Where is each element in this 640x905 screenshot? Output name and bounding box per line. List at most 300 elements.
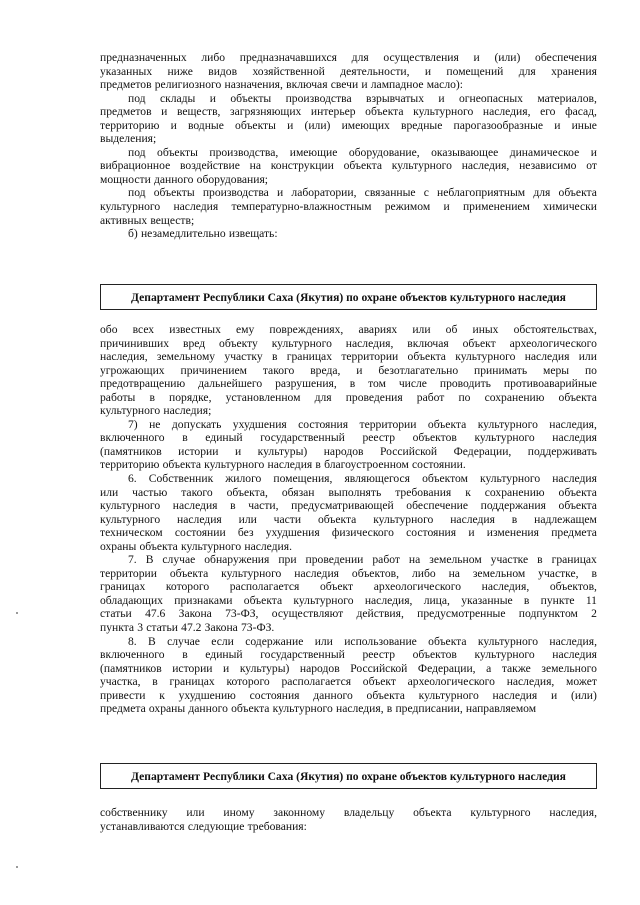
text-word: территории (341, 350, 399, 364)
text-word: оборудования; (196, 172, 269, 186)
text-word: от (586, 159, 597, 173)
text-word: привести (100, 688, 146, 702)
text-line (100, 689, 597, 703)
text-word: иных (472, 323, 499, 336)
text-word: свечи (330, 78, 359, 92)
text-word: установленном (225, 390, 301, 404)
text-word: предметов (100, 105, 152, 119)
text-word: состоянии (174, 526, 226, 540)
text-word: неблагоприятным (437, 186, 526, 200)
text-word: или (412, 323, 431, 336)
text-word: объекты (153, 186, 195, 200)
text-word: культурного (181, 539, 242, 553)
text-word: Закона (204, 621, 238, 635)
text-word: имеющие (289, 145, 338, 159)
text-word: указанных (100, 64, 153, 78)
text-word: объекта (427, 417, 467, 431)
text-line (100, 391, 597, 405)
text-word: наследия (172, 499, 218, 513)
text-word: реестр (362, 648, 395, 662)
text-word: также (501, 661, 531, 675)
text-word: загрязняющих (230, 105, 302, 119)
text-word: или (314, 634, 333, 648)
text-word: объектов (412, 648, 457, 662)
text-word: склады (159, 91, 196, 105)
text-word: культурного (100, 499, 161, 513)
text-word: и (287, 118, 294, 132)
text-word: данного (188, 702, 228, 716)
text-word: В (145, 553, 154, 567)
scan-mark (16, 612, 18, 614)
text-word: и (554, 118, 561, 132)
text-word: объект (362, 675, 396, 689)
text-word: Федерации, (453, 444, 512, 458)
text-word: ухудшения (232, 417, 287, 431)
text-word: не (149, 417, 161, 431)
text-word: химически (543, 200, 597, 214)
text-word: благоустроенном (324, 458, 409, 472)
text-word: производства, (209, 145, 279, 159)
text-word: обладающих (100, 593, 163, 607)
text-word: территории (359, 417, 417, 431)
text-word: допускать (171, 417, 222, 431)
text-word: единый (205, 431, 243, 445)
text-line (100, 662, 597, 676)
text-word: наследия; (163, 404, 212, 418)
text-line (100, 78, 597, 92)
text-word: объектов (412, 431, 457, 445)
text-word: или (578, 350, 597, 364)
text-word: 7) (128, 417, 138, 431)
text-word: наследия (524, 350, 570, 364)
text-word: культурного (100, 200, 161, 214)
text-word: осуществления (383, 51, 459, 64)
text-word: обо (100, 323, 118, 336)
text-word: культурного (474, 431, 535, 445)
text-word: действия, (356, 607, 404, 621)
text-word: вредные (401, 118, 443, 132)
text-word: его (540, 105, 556, 119)
text-word: археологического (373, 580, 461, 594)
text-word: объект (462, 336, 496, 350)
text-word: воздействие (180, 159, 240, 173)
text-word: объекта (558, 485, 597, 499)
text-word: в (315, 458, 321, 472)
text-word: вред (182, 336, 206, 350)
text-word: и (277, 186, 284, 200)
department-banner-text: Департамент Республики Саха (Якутия) по охране объектов культурного наследия (131, 769, 566, 783)
text-word: техническом (100, 526, 163, 540)
text-word: наследия, (549, 417, 597, 431)
text-word: культуры) (257, 444, 308, 458)
text-word: б) (128, 227, 138, 241)
text-word: наследия, (100, 350, 148, 364)
text-word: культурного (391, 159, 452, 173)
text-word: наследия (173, 200, 219, 214)
text-word: в (149, 390, 155, 404)
text-line (100, 607, 597, 621)
text-word: данного (313, 688, 353, 702)
text-line (100, 159, 597, 173)
text-word: которого (165, 580, 210, 594)
text-word: незамедлительно (140, 227, 226, 241)
text-word: 73-ФЗ. (241, 621, 275, 635)
text-block-bottom (100, 806, 597, 833)
text-word: 11 (585, 593, 597, 607)
text-word: в (386, 702, 393, 716)
text-word: объекта (317, 512, 357, 526)
text-word: требования: (247, 819, 307, 833)
text-word: В (148, 634, 156, 648)
text-word: на (448, 566, 460, 580)
text-word: водные (187, 118, 224, 132)
text-line (100, 472, 597, 486)
text-word: указанные (461, 593, 513, 607)
text-word: культурного (455, 350, 516, 364)
text-word: ухудшения (265, 526, 320, 540)
text-word: оказывающее (431, 145, 499, 159)
text-word: объекты (235, 118, 276, 132)
text-word: вибрационное (100, 159, 171, 173)
text-word: поддержания (480, 499, 546, 513)
text-word: культурного (204, 458, 265, 472)
text-word: либо (411, 566, 436, 580)
text-word: помещения, (273, 472, 333, 486)
text-word: дальнейшего (198, 377, 263, 391)
text-word: в (591, 566, 597, 580)
text-word: известных (169, 323, 221, 336)
text-word: по (458, 390, 471, 404)
text-word: производства (285, 91, 352, 105)
text-word: материалов, (537, 91, 597, 105)
text-word: и (161, 105, 168, 119)
text-word: объекта (162, 458, 201, 472)
text-word: проводить (439, 377, 491, 391)
text-word: состоянии. (412, 458, 466, 472)
text-word: в (271, 350, 278, 364)
text-word: производства (202, 186, 269, 200)
text-word: иные (571, 118, 597, 132)
text-word: единый (205, 648, 243, 662)
text-word: для (518, 64, 536, 78)
text-line (100, 648, 597, 662)
text-word: законному (273, 806, 326, 819)
text-word: культурного (373, 512, 434, 526)
department-banner (100, 284, 597, 310)
department-banner (100, 763, 597, 789)
text-word: применением (462, 200, 530, 214)
text-line (100, 418, 597, 432)
text-word: сохранению (484, 390, 545, 404)
text-word: лица, (423, 593, 450, 607)
text-word: наследия, (482, 105, 531, 119)
text-word: являющегося (344, 472, 410, 486)
text-word: Российской (380, 444, 438, 458)
text-word: наследия, (345, 336, 394, 350)
text-word: 6. (128, 472, 137, 486)
text-word: религиозного (154, 78, 222, 92)
text-word: объектом (422, 472, 468, 486)
text-word: и (468, 526, 475, 540)
text-word: археологического (407, 675, 495, 689)
text-word: наследия, (364, 593, 413, 607)
text-line (100, 635, 597, 649)
text-word: авариях (358, 323, 398, 336)
text-word: работ (416, 390, 445, 404)
text-word: выполнять (328, 485, 382, 499)
text-word: территорию (100, 458, 160, 472)
text-word: или (186, 806, 205, 819)
text-word: меры (543, 363, 570, 377)
text-word: пункта (100, 621, 135, 635)
text-word: огнеопасных (458, 91, 523, 105)
text-word: наследия (552, 648, 597, 662)
text-word: изменения (486, 526, 539, 540)
text-line (100, 806, 597, 820)
text-word: статьи (146, 621, 178, 635)
text-word: земельном (472, 566, 526, 580)
text-word: об (445, 323, 458, 336)
text-word: государственный (260, 648, 345, 662)
text-word: наследия (177, 512, 222, 526)
text-line (100, 499, 597, 513)
text-word: границах (286, 350, 333, 364)
text-word: культурного (418, 688, 479, 702)
text-word: культурного (479, 472, 541, 486)
text-word: объекта (231, 702, 270, 716)
text-word: и (590, 145, 597, 159)
text-word: истории (178, 444, 219, 458)
text-word: и (223, 661, 230, 675)
text-word: противоаварийные (503, 377, 597, 391)
text-word: 47.6 (145, 607, 166, 621)
text-word: объекта (366, 688, 405, 702)
department-banner-text: Департамент Республики Саха (Якутия) по охране объектов культурного наследия (131, 290, 566, 304)
text-word: наследия (492, 688, 538, 702)
text-word: для (351, 51, 369, 64)
text-word: под (128, 186, 146, 200)
text-word: и (443, 200, 450, 214)
text-word: лаборатории, (291, 186, 357, 200)
text-word: такого (181, 485, 213, 499)
text-word: к (159, 688, 165, 702)
text-word: объекты (230, 91, 272, 105)
text-word: участке, (538, 566, 579, 580)
text-word: следующие (187, 819, 245, 833)
text-word: (памятников (100, 661, 162, 675)
text-word: собственнику (100, 806, 168, 819)
text-word: обстоятельствах, (513, 323, 597, 336)
text-word: признаками (174, 593, 233, 607)
text-word: реестр (362, 431, 395, 445)
text-line (100, 567, 597, 581)
text-line (100, 526, 597, 540)
text-word: извещать: (228, 227, 278, 241)
text-word: культурного (413, 105, 474, 119)
text-word: без (237, 526, 254, 540)
text-word: объекта (558, 186, 597, 200)
text-word: части (273, 512, 302, 526)
text-word: наследия. (244, 539, 292, 553)
text-word: числе (398, 377, 427, 391)
text-word: на (249, 159, 261, 173)
text-word: помещений (446, 64, 504, 78)
text-word: Федерации, (417, 661, 476, 675)
text-word: хранения (551, 64, 597, 78)
text-word: сохранению (484, 485, 545, 499)
text-word: работы (100, 390, 136, 404)
text-word: объекта (558, 499, 597, 513)
text-word: хозяйственной (252, 64, 325, 78)
text-word: и (170, 118, 177, 132)
text-line (100, 675, 597, 689)
text-word: объекты (157, 145, 198, 159)
text-line (100, 132, 597, 146)
text-word: наследия, (506, 675, 555, 689)
text-word: 3 (137, 621, 144, 635)
text-word: которого (226, 675, 270, 689)
text-word: объекта (343, 159, 382, 173)
text-line (100, 431, 597, 445)
text-word: в (537, 553, 543, 567)
text-line (100, 119, 597, 133)
text-word: границах (551, 553, 597, 567)
text-word: культурного (100, 512, 161, 526)
text-word: вреда, (310, 363, 341, 377)
text-word: всех (132, 323, 155, 336)
text-word: объекта (407, 350, 446, 364)
text-word: а (486, 661, 492, 675)
text-word: и (438, 91, 445, 105)
text-word: границах (169, 675, 215, 689)
text-word: народов (299, 661, 340, 675)
text-word: использование (344, 634, 417, 648)
text-word: веществ, (176, 105, 221, 119)
text-word: объекта (428, 634, 467, 648)
text-word: культурного (474, 648, 535, 662)
text-word: требования (395, 485, 452, 499)
text-word: объектов, (549, 580, 597, 594)
text-word: включенного (100, 648, 165, 662)
text-word: режимом (384, 200, 431, 214)
text-word: территории (100, 566, 157, 580)
text-word: объекта (365, 105, 404, 119)
text-word: выделения; (100, 132, 157, 146)
text-word: обязан (281, 485, 315, 499)
text-word: причинением (180, 363, 247, 377)
text-line (100, 702, 597, 716)
text-word: в (182, 648, 188, 662)
text-line (100, 364, 597, 378)
text-line (100, 146, 597, 160)
text-word: безотлагательно (378, 363, 459, 377)
text-word: частью (132, 485, 168, 499)
text-word: предписании, (395, 702, 463, 716)
text-word: состояния (406, 526, 457, 540)
text-word: участку (224, 350, 263, 364)
text-word: в (182, 431, 188, 445)
text-word: ухудшению (178, 688, 236, 702)
text-word: территорию (100, 118, 160, 132)
text-word: статьи (100, 607, 132, 621)
text-word: 47.2 (181, 621, 202, 635)
text-word: 7. (128, 553, 137, 567)
text-word: объекта (169, 566, 209, 580)
text-word: надлежащем (534, 512, 597, 526)
text-word: предусмотренные (417, 607, 506, 621)
text-word: состояния (249, 688, 300, 702)
text-word: культурного (221, 566, 282, 580)
text-word: охраны (100, 539, 137, 553)
text-line (100, 458, 597, 472)
text-word: и (473, 51, 480, 64)
text-line (100, 486, 597, 500)
text-word: наследия, (549, 634, 597, 648)
text-line (100, 445, 597, 459)
text-line (100, 92, 597, 106)
text-word: предметов (100, 78, 152, 92)
text-word: Российской (350, 661, 408, 675)
text-word: части, (248, 499, 279, 513)
text-word: 73-ФЗ, (225, 607, 259, 621)
text-word: в (523, 593, 530, 607)
text-word: наследия (294, 566, 339, 580)
text-word: в (152, 675, 158, 689)
text-word: и (424, 64, 432, 78)
text-word: (или) (570, 688, 597, 702)
text-word: пункте (540, 593, 575, 607)
text-word: к (465, 485, 471, 499)
text-word: под (128, 145, 146, 159)
text-word: назначения, (224, 78, 283, 92)
text-word: данного (153, 172, 194, 186)
text-word: по (584, 363, 597, 377)
text-line (100, 65, 597, 79)
text-word: для (533, 186, 551, 200)
text-word: земельного (541, 661, 597, 675)
text-word: (памятников (100, 444, 162, 458)
text-word: предназначавшихся (239, 51, 337, 64)
text-word: такого (262, 363, 295, 377)
text-word: границах (100, 580, 146, 594)
text-word: осуществляют (271, 607, 344, 621)
text-word: обеспечение (406, 499, 468, 513)
text-word: владельцу (343, 806, 395, 819)
text-line (100, 227, 597, 241)
text-word: разрушения, (275, 377, 337, 391)
text-word: в (230, 499, 236, 513)
text-word: фасад, (565, 105, 597, 119)
text-word: для (314, 390, 332, 404)
text-word: объект (319, 580, 354, 594)
text-word: веществ; (150, 213, 195, 227)
text-line (100, 377, 597, 391)
text-word: обнаружения (204, 553, 270, 567)
text-word: содержание (245, 634, 304, 648)
text-word: порядке, (169, 390, 212, 404)
text-line (100, 200, 597, 214)
text-word: объекта (413, 806, 452, 819)
text-word: состояния (298, 417, 349, 431)
text-word: иному (223, 806, 255, 819)
text-word: объекта (558, 390, 597, 404)
text-word: случае (162, 553, 196, 567)
text-word: проведения (345, 390, 403, 404)
text-word: народов (323, 444, 364, 458)
text-word: предмета (551, 526, 597, 540)
text-word: и (356, 363, 363, 377)
text-word: включенного (100, 431, 165, 445)
